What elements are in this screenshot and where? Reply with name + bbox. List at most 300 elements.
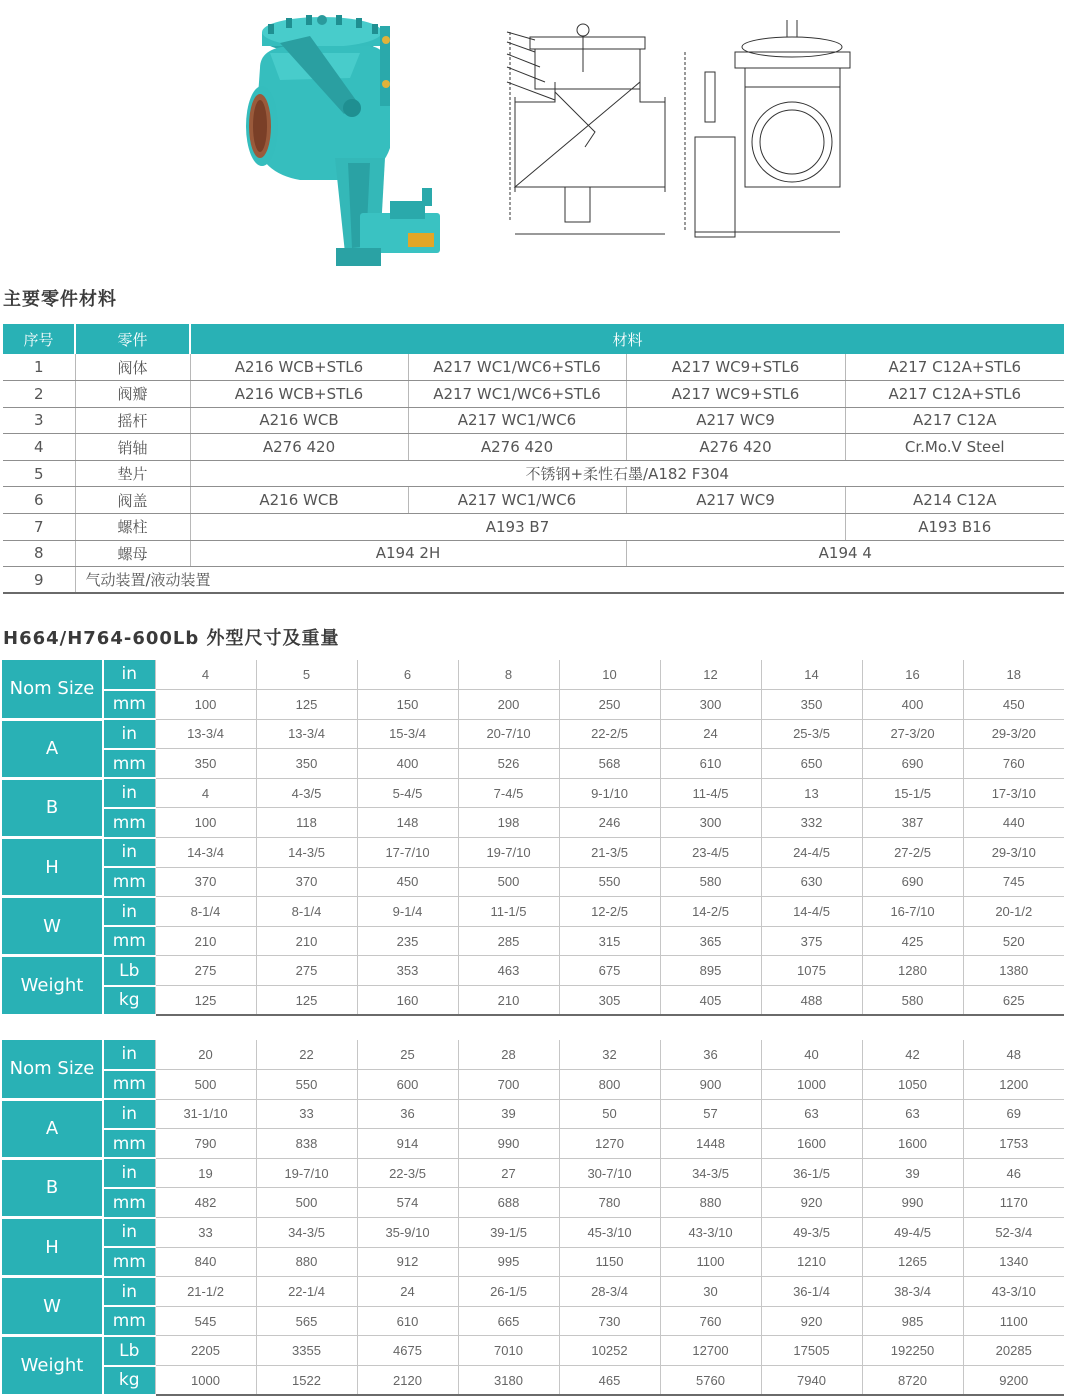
- dimension-value-cell: 21-3/5: [559, 838, 660, 868]
- dimension-value-cell: 200: [458, 690, 559, 720]
- dimension-value-cell: 568: [559, 749, 660, 779]
- dimension-value-cell: 332: [761, 808, 862, 838]
- dimension-value-cell: 545: [155, 1306, 256, 1336]
- dimension-value-cell: 370: [256, 867, 357, 897]
- dimension-value-cell: 300: [660, 808, 761, 838]
- dimension-value-cell: 440: [963, 808, 1064, 838]
- dimension-value-cell: 275: [256, 956, 357, 986]
- dimension-value-cell: 34-3/5: [256, 1218, 357, 1248]
- dimension-value-cell: 28-3/4: [559, 1277, 660, 1307]
- dimension-value-cell: 400: [357, 749, 458, 779]
- dimension-value-cell: 43-3/10: [963, 1277, 1064, 1307]
- dimension-value-cell: 1270: [559, 1129, 660, 1159]
- material-cell: A193 B7: [190, 514, 845, 541]
- dimension-value-cell: 1753: [963, 1129, 1064, 1159]
- material-cell: A216 WCB: [190, 487, 408, 514]
- dimension-value-cell: 8-1/4: [256, 897, 357, 927]
- dimension-value-cell: 246: [559, 808, 660, 838]
- dimension-row: [2, 1099, 1064, 1129]
- dimension-value-cell: 4-3/5: [256, 778, 357, 808]
- unit-label: in: [103, 897, 155, 927]
- material-cell: A216 WCB+STL6: [190, 354, 408, 381]
- materials-row: [3, 354, 1064, 381]
- dimension-value-cell: 500: [256, 1188, 357, 1218]
- dimension-value-cell: 3355: [256, 1336, 357, 1366]
- material-cell: A216 WCB+STL6: [190, 381, 408, 408]
- dimension-value-cell: 49-3/5: [761, 1218, 862, 1248]
- unit-label: in: [103, 1218, 155, 1248]
- part-name-cell: 螺柱: [75, 514, 190, 541]
- dimension-value-cell: 100: [155, 690, 256, 720]
- dimension-value-cell: 24-4/5: [761, 838, 862, 868]
- dimension-value-cell: 995: [458, 1247, 559, 1277]
- materials-table: [3, 324, 1064, 594]
- material-cell: Cr.Mo.V Steel: [845, 434, 1064, 461]
- dimension-row: [2, 956, 1064, 986]
- dimension-value-cell: 990: [862, 1188, 963, 1218]
- material-cell: 不锈钢+柔性石墨/A182 F304: [190, 460, 1064, 487]
- unit-label: mm: [103, 690, 155, 720]
- dimension-value-cell: 29-3/20: [963, 719, 1064, 749]
- unit-label: mm: [103, 808, 155, 838]
- dimension-value-cell: 24: [357, 1277, 458, 1307]
- dimension-value-cell: 210: [256, 926, 357, 956]
- dimension-value-cell: 840: [155, 1247, 256, 1277]
- dimension-value-cell: 520: [963, 926, 1064, 956]
- dimension-value-cell: 526: [458, 749, 559, 779]
- dimension-value-cell: 35-9/10: [357, 1218, 458, 1248]
- dimension-value-cell: 22-3/5: [357, 1158, 458, 1188]
- part-name-cell: 摇杆: [75, 407, 190, 434]
- serial-no-cell: 6: [3, 487, 75, 514]
- dimension-value-cell: 11-4/5: [660, 778, 761, 808]
- dimension-value-cell: 3180: [458, 1366, 559, 1396]
- materials-row: [3, 460, 1064, 487]
- materials-row: [3, 407, 1064, 434]
- material-cell: A193 B16: [845, 514, 1064, 541]
- dimension-value-cell: 895: [660, 956, 761, 986]
- dimension-row: [2, 1070, 1064, 1100]
- dimension-value-cell: 370: [155, 867, 256, 897]
- unit-label: kg: [103, 1366, 155, 1396]
- dimension-value-cell: 14-3/4: [155, 838, 256, 868]
- dimension-row: [2, 749, 1064, 779]
- dimension-value-cell: 1200: [963, 1070, 1064, 1100]
- dimension-value-cell: 400: [862, 690, 963, 720]
- materials-row: [3, 514, 1064, 541]
- dimension-value-cell: 160: [357, 986, 458, 1016]
- dimension-value-cell: 630: [761, 867, 862, 897]
- unit-label: in: [103, 1158, 155, 1188]
- dimension-value-cell: 43-3/10: [660, 1218, 761, 1248]
- dimension-value-cell: 46: [963, 1158, 1064, 1188]
- header-serial-no: 序号: [3, 324, 75, 354]
- dimension-value-cell: 9200: [963, 1366, 1064, 1396]
- dimension-value-cell: 63: [761, 1099, 862, 1129]
- dimension-value-cell: 580: [660, 867, 761, 897]
- material-cell: A217 WC1/WC6+STL6: [408, 354, 626, 381]
- materials-row: [3, 381, 1064, 408]
- unit-label: in: [103, 1099, 155, 1129]
- unit-label: in: [103, 719, 155, 749]
- dimension-value-cell: 5-4/5: [357, 778, 458, 808]
- dimension-value-cell: 45-3/10: [559, 1218, 660, 1248]
- dimension-value-cell: 1280: [862, 956, 963, 986]
- dimensions-section-title: H664/H764-600Lb 外型尺寸及重量: [3, 628, 340, 649]
- dimension-value-cell: 315: [559, 926, 660, 956]
- dimension-value-cell: 13-3/4: [256, 719, 357, 749]
- dimension-value-cell: 17-7/10: [357, 838, 458, 868]
- dimension-value-cell: 19-7/10: [256, 1158, 357, 1188]
- dimension-row: [2, 986, 1064, 1016]
- serial-no-cell: 7: [3, 514, 75, 541]
- dimension-value-cell: 15-3/4: [357, 719, 458, 749]
- unit-label: mm: [103, 1129, 155, 1159]
- dimension-value-cell: 17505: [761, 1336, 862, 1366]
- dimension-row: [2, 1158, 1064, 1188]
- dimension-value-cell: 14-4/5: [761, 897, 862, 927]
- material-cell: A217 C12A+STL6: [845, 354, 1064, 381]
- dimension-row: [2, 838, 1064, 868]
- dimension-value-cell: 838: [256, 1129, 357, 1159]
- dimension-value-cell: 25-3/5: [761, 719, 862, 749]
- dimension-value-cell: 14-2/5: [660, 897, 761, 927]
- dimension-value-cell: 57: [660, 1099, 761, 1129]
- dimension-label: A: [2, 719, 103, 778]
- dimension-value-cell: 24: [660, 719, 761, 749]
- dimension-value-cell: 23-4/5: [660, 838, 761, 868]
- dimension-value-cell: 387: [862, 808, 963, 838]
- dimension-value-cell: 33: [155, 1218, 256, 1248]
- dimension-value-cell: 16: [862, 660, 963, 690]
- dimension-value-cell: 8-1/4: [155, 897, 256, 927]
- hero-images: [0, 0, 1071, 280]
- dimension-value-cell: 250: [559, 690, 660, 720]
- dimension-value-cell: 760: [660, 1306, 761, 1336]
- unit-label: mm: [103, 1247, 155, 1277]
- dimension-value-cell: 300: [660, 690, 761, 720]
- dimension-value-cell: 40: [761, 1040, 862, 1070]
- materials-row: [3, 567, 1064, 594]
- dimension-value-cell: 22: [256, 1040, 357, 1070]
- dimension-label: B: [2, 778, 103, 837]
- dimension-value-cell: 27-3/20: [862, 719, 963, 749]
- dimension-row: [2, 926, 1064, 956]
- dimension-value-cell: 425: [862, 926, 963, 956]
- dimension-value-cell: 20285: [963, 1336, 1064, 1366]
- dimension-value-cell: 125: [256, 986, 357, 1016]
- dimension-value-cell: 1000: [155, 1366, 256, 1396]
- dimension-row: [2, 778, 1064, 808]
- dimension-value-cell: 36-1/5: [761, 1158, 862, 1188]
- materials-row: [3, 434, 1064, 461]
- dimension-value-cell: 285: [458, 926, 559, 956]
- dimension-value-cell: 27: [458, 1158, 559, 1188]
- dimension-value-cell: 730: [559, 1306, 660, 1336]
- unit-label: mm: [103, 1188, 155, 1218]
- dimension-row: [2, 1277, 1064, 1307]
- dimension-value-cell: 1265: [862, 1247, 963, 1277]
- dimension-value-cell: 20: [155, 1040, 256, 1070]
- dimension-value-cell: 19-7/10: [458, 838, 559, 868]
- dimension-value-cell: 210: [458, 986, 559, 1016]
- dimension-value-cell: 4: [155, 660, 256, 690]
- dimension-row: [2, 808, 1064, 838]
- unit-label: in: [103, 1277, 155, 1307]
- dimension-row: [2, 690, 1064, 720]
- dimension-value-cell: 15-1/5: [862, 778, 963, 808]
- dimension-value-cell: 610: [660, 749, 761, 779]
- dimension-value-cell: 5: [256, 660, 357, 690]
- part-name-cell: 销轴: [75, 434, 190, 461]
- dimension-value-cell: 150: [357, 690, 458, 720]
- dimension-value-cell: 4675: [357, 1336, 458, 1366]
- dimension-value-cell: 22-2/5: [559, 719, 660, 749]
- dimension-value-cell: 17-3/10: [963, 778, 1064, 808]
- dimension-value-cell: 12-2/5: [559, 897, 660, 927]
- dimension-value-cell: 9-1/4: [357, 897, 458, 927]
- unit-label: mm: [103, 926, 155, 956]
- material-cell: A217 WC1/WC6+STL6: [408, 381, 626, 408]
- dimension-value-cell: 12700: [660, 1336, 761, 1366]
- dimension-value-cell: 235: [357, 926, 458, 956]
- dimension-value-cell: 500: [155, 1070, 256, 1100]
- valve-engineering-drawing: [495, 12, 870, 244]
- part-name-cell: 气动装置/液动装置: [75, 567, 1064, 594]
- dimension-value-cell: 11-1/5: [458, 897, 559, 927]
- dimension-value-cell: 6: [357, 660, 458, 690]
- dimensions-table-body: [2, 660, 1064, 1015]
- dimension-value-cell: 12: [660, 660, 761, 690]
- dimension-row: [2, 867, 1064, 897]
- material-cell: A217 WC1/WC6: [408, 487, 626, 514]
- dimension-value-cell: 880: [660, 1188, 761, 1218]
- dimensions-table-1: [2, 660, 1064, 1017]
- dimension-value-cell: 18: [963, 660, 1064, 690]
- dimension-value-cell: 760: [963, 749, 1064, 779]
- dimension-value-cell: 20-1/2: [963, 897, 1064, 927]
- dimension-row: [2, 1306, 1064, 1336]
- materials-row: [3, 540, 1064, 567]
- material-cell: A217 WC9+STL6: [626, 354, 845, 381]
- part-name-cell: 阀瓣: [75, 381, 190, 408]
- dimension-value-cell: 8: [458, 660, 559, 690]
- serial-no-cell: 4: [3, 434, 75, 461]
- dimension-label: Weight: [2, 956, 103, 1015]
- dimension-value-cell: 5760: [660, 1366, 761, 1396]
- dimension-value-cell: 488: [761, 986, 862, 1016]
- unit-label: in: [103, 778, 155, 808]
- dimension-value-cell: 26-1/5: [458, 1277, 559, 1307]
- dimension-value-cell: 29-3/10: [963, 838, 1064, 868]
- unit-label: Lb: [103, 956, 155, 986]
- dimension-value-cell: 48: [963, 1040, 1064, 1070]
- dimension-value-cell: 34-3/5: [660, 1158, 761, 1188]
- dimension-value-cell: 30-7/10: [559, 1158, 660, 1188]
- serial-no-cell: 1: [3, 354, 75, 381]
- dimension-value-cell: 365: [660, 926, 761, 956]
- dimension-value-cell: 1522: [256, 1366, 357, 1396]
- dimension-value-cell: 39: [862, 1158, 963, 1188]
- unit-label: mm: [103, 749, 155, 779]
- dimension-value-cell: 7010: [458, 1336, 559, 1366]
- dimension-label: H: [2, 1218, 103, 1277]
- dimension-value-cell: 38-3/4: [862, 1277, 963, 1307]
- dimension-value-cell: 1600: [761, 1129, 862, 1159]
- dimension-value-cell: 10: [559, 660, 660, 690]
- material-cell: A217 C12A: [845, 407, 1064, 434]
- dimension-label: B: [2, 1158, 103, 1217]
- materials-section-title: 主要零件材料: [3, 289, 117, 310]
- serial-no-cell: 3: [3, 407, 75, 434]
- dimension-value-cell: 52-3/4: [963, 1218, 1064, 1248]
- dimension-value-cell: 900: [660, 1070, 761, 1100]
- dimension-value-cell: 500: [458, 867, 559, 897]
- dimension-value-cell: 13: [761, 778, 862, 808]
- unit-label: mm: [103, 1306, 155, 1336]
- dimension-value-cell: 790: [155, 1129, 256, 1159]
- dimension-value-cell: 600: [357, 1070, 458, 1100]
- dimension-value-cell: 1600: [862, 1129, 963, 1159]
- dimension-value-cell: 39: [458, 1099, 559, 1129]
- dimension-value-cell: 7-4/5: [458, 778, 559, 808]
- dimension-value-cell: 550: [559, 867, 660, 897]
- dimension-value-cell: 688: [458, 1188, 559, 1218]
- dimension-row: [2, 1188, 1064, 1218]
- material-cell: A217 WC9: [626, 407, 845, 434]
- dimension-value-cell: 9-1/10: [559, 778, 660, 808]
- dimension-row: [2, 1336, 1064, 1366]
- dimension-value-cell: 100: [155, 808, 256, 838]
- material-cell: A216 WCB: [190, 407, 408, 434]
- dimension-value-cell: 21-1/2: [155, 1277, 256, 1307]
- dimension-row: [2, 1247, 1064, 1277]
- dimension-label: Weight: [2, 1336, 103, 1395]
- dimension-value-cell: 2120: [357, 1366, 458, 1396]
- material-cell: A276 420: [626, 434, 845, 461]
- dimension-value-cell: 1100: [963, 1306, 1064, 1336]
- header-material: 材料: [190, 324, 1064, 354]
- header-part: 零件: [75, 324, 190, 354]
- dimension-row: [2, 660, 1064, 690]
- dimension-value-cell: 7940: [761, 1366, 862, 1396]
- dimension-value-cell: 700: [458, 1070, 559, 1100]
- dimension-value-cell: 118: [256, 808, 357, 838]
- dimension-value-cell: 650: [761, 749, 862, 779]
- dimension-value-cell: 912: [357, 1247, 458, 1277]
- dimension-value-cell: 14: [761, 660, 862, 690]
- dimension-value-cell: 22-1/4: [256, 1277, 357, 1307]
- dimension-value-cell: 32: [559, 1040, 660, 1070]
- dimension-value-cell: 27-2/5: [862, 838, 963, 868]
- serial-no-cell: 5: [3, 460, 75, 487]
- materials-table-body: [3, 354, 1064, 593]
- material-cell: A217 WC9: [626, 487, 845, 514]
- dimension-value-cell: 36: [357, 1099, 458, 1129]
- dimension-value-cell: 675: [559, 956, 660, 986]
- dimension-value-cell: 1448: [660, 1129, 761, 1159]
- dimension-value-cell: 1050: [862, 1070, 963, 1100]
- material-cell: A217 WC1/WC6: [408, 407, 626, 434]
- dimension-value-cell: 63: [862, 1099, 963, 1129]
- dimension-label: A: [2, 1099, 103, 1158]
- serial-no-cell: 8: [3, 540, 75, 567]
- valve-product-photo: [240, 8, 465, 280]
- dimension-value-cell: 690: [862, 749, 963, 779]
- unit-label: in: [103, 660, 155, 690]
- dimension-value-cell: 2205: [155, 1336, 256, 1366]
- dimension-value-cell: 914: [357, 1129, 458, 1159]
- dimension-value-cell: 405: [660, 986, 761, 1016]
- dimension-value-cell: 31-1/10: [155, 1099, 256, 1129]
- dimension-label: Nom Size: [2, 660, 103, 719]
- dimension-value-cell: 16-7/10: [862, 897, 963, 927]
- dimension-value-cell: 33: [256, 1099, 357, 1129]
- dimension-value-cell: 450: [963, 690, 1064, 720]
- dimension-value-cell: 985: [862, 1306, 963, 1336]
- part-name-cell: 阀盖: [75, 487, 190, 514]
- dimension-value-cell: 780: [559, 1188, 660, 1218]
- dimension-value-cell: 690: [862, 867, 963, 897]
- dimension-value-cell: 482: [155, 1188, 256, 1218]
- dimension-value-cell: 350: [761, 690, 862, 720]
- unit-label: mm: [103, 1070, 155, 1100]
- dimension-value-cell: 465: [559, 1366, 660, 1396]
- dimension-row: [2, 1366, 1064, 1396]
- dimension-value-cell: 880: [256, 1247, 357, 1277]
- dimension-value-cell: 1075: [761, 956, 862, 986]
- dimension-value-cell: 350: [256, 749, 357, 779]
- dimension-value-cell: 550: [256, 1070, 357, 1100]
- dimension-value-cell: 36: [660, 1040, 761, 1070]
- serial-no-cell: 2: [3, 381, 75, 408]
- dimension-value-cell: 565: [256, 1306, 357, 1336]
- dimension-value-cell: 10252: [559, 1336, 660, 1366]
- material-cell: A217 C12A+STL6: [845, 381, 1064, 408]
- dimension-value-cell: 198: [458, 808, 559, 838]
- dimension-value-cell: 1170: [963, 1188, 1064, 1218]
- dimension-value-cell: 8720: [862, 1366, 963, 1396]
- dimension-value-cell: 305: [559, 986, 660, 1016]
- dimension-label: W: [2, 1277, 103, 1336]
- dimension-value-cell: 920: [761, 1306, 862, 1336]
- dimension-label: H: [2, 838, 103, 897]
- dimension-value-cell: 625: [963, 986, 1064, 1016]
- dimension-value-cell: 36-1/4: [761, 1277, 862, 1307]
- unit-label: Lb: [103, 1336, 155, 1366]
- dimension-value-cell: 148: [357, 808, 458, 838]
- dimension-value-cell: 1000: [761, 1070, 862, 1100]
- unit-label: in: [103, 838, 155, 868]
- serial-no-cell: 9: [3, 567, 75, 594]
- dimension-label: Nom Size: [2, 1040, 103, 1099]
- dimension-value-cell: 1100: [660, 1247, 761, 1277]
- dimension-value-cell: 19: [155, 1158, 256, 1188]
- dimension-value-cell: 350: [155, 749, 256, 779]
- dimension-value-cell: 28: [458, 1040, 559, 1070]
- dimension-value-cell: 990: [458, 1129, 559, 1159]
- dimension-value-cell: 375: [761, 926, 862, 956]
- material-cell: A276 420: [190, 434, 408, 461]
- dimension-value-cell: 210: [155, 926, 256, 956]
- material-cell: A194 2H: [190, 540, 626, 567]
- part-name-cell: 垫片: [75, 460, 190, 487]
- dimension-value-cell: 25: [357, 1040, 458, 1070]
- dimension-value-cell: 13-3/4: [155, 719, 256, 749]
- dimension-value-cell: 580: [862, 986, 963, 1016]
- dimension-value-cell: 1210: [761, 1247, 862, 1277]
- dimensions-table-2: [2, 1040, 1064, 1397]
